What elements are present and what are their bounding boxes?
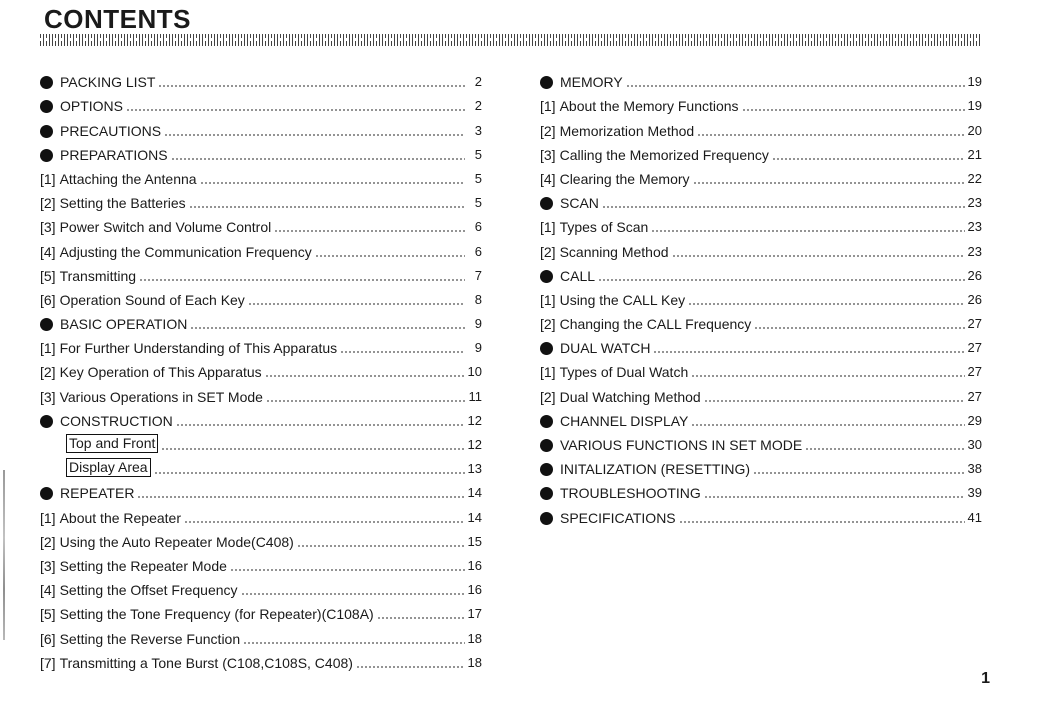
bullet-icon	[540, 487, 553, 500]
bullet-icon	[540, 197, 553, 210]
dot-leader	[754, 327, 964, 329]
toc-entry-label: Dual Watching Method	[559, 388, 701, 405]
toc-entry-page: 2	[474, 74, 482, 90]
dot-leader	[598, 279, 965, 281]
toc-entry-number: [5]	[40, 606, 56, 623]
toc-entry-label: SPECIFICATIONS	[560, 509, 676, 526]
toc-entry-page: 15	[467, 533, 482, 549]
toc-entry-number: [2]	[540, 316, 556, 333]
toc-entry-page: 19	[967, 98, 982, 114]
toc-entry-page: 12	[467, 437, 482, 452]
toc-entry[interactable]	[40, 187, 482, 211]
toc-entry-page: 16	[467, 557, 482, 573]
toc-entry-label: VARIOUS FUNCTIONS IN SET MODE	[560, 437, 803, 453]
toc-entry-page: 23	[967, 195, 982, 211]
toc-entry-page: 26	[967, 267, 982, 283]
dot-leader	[266, 400, 465, 402]
toc-entry-page: 9	[474, 316, 482, 332]
toc-entry-page: 27	[967, 388, 982, 404]
toc-entry-label: Setting the Offset Frequency	[59, 582, 238, 599]
toc-entry-number: [2]	[40, 533, 56, 550]
dot-leader	[688, 303, 964, 305]
dot-leader	[653, 351, 964, 353]
dot-leader	[697, 134, 964, 136]
toc-entry[interactable]	[40, 114, 482, 138]
toc-entry-page: 39	[967, 485, 982, 501]
toc-entry-number: [1]	[540, 291, 556, 308]
dot-leader	[356, 666, 465, 668]
toc-entry-number: [4]	[540, 170, 556, 187]
toc-entry[interactable]	[40, 139, 482, 163]
toc-entry-label: Types of Dual Watch	[559, 364, 689, 381]
bullet-icon	[540, 463, 553, 476]
dot-leader	[651, 230, 964, 232]
toc-entry[interactable]	[40, 332, 482, 356]
toc-entry-label: CALL	[560, 267, 596, 284]
toc-entry-label: REPEATER	[60, 485, 135, 502]
page-number: 1	[981, 670, 990, 687]
toc-entry-label: Memorization Method	[559, 122, 695, 139]
dot-leader	[154, 472, 465, 474]
dot-leader	[176, 424, 465, 426]
dot-leader	[602, 206, 965, 208]
toc-entry-page: 22	[967, 170, 982, 186]
toc-entry-label: TROUBLESHOOTING	[560, 485, 701, 502]
bullet-icon	[540, 512, 553, 525]
bullet-icon	[540, 415, 553, 428]
bullet-icon	[540, 342, 553, 355]
toc-entry-number: [2]	[40, 195, 56, 212]
toc-entry-number: [7]	[40, 654, 56, 671]
toc-entry-label: Scanning Method	[559, 243, 669, 260]
toc-entry-number: [1]	[40, 509, 56, 526]
toc-entry-page: 5	[474, 146, 482, 162]
toc-entry[interactable]	[540, 308, 982, 332]
toc-entry-page: 14	[467, 485, 482, 501]
dot-leader	[693, 182, 965, 184]
toc-entry-number: [6]	[40, 630, 56, 647]
toc-entry[interactable]	[540, 260, 982, 284]
toc-entry-page: 38	[967, 461, 982, 477]
toc-entry-label: Display Area	[66, 458, 151, 477]
toc-entry[interactable]	[40, 163, 482, 187]
dot-leader	[190, 327, 465, 329]
dot-leader	[243, 642, 464, 644]
contents-column-left	[40, 66, 482, 671]
bullet-icon	[40, 487, 53, 500]
toc-entry-page: 41	[967, 509, 982, 525]
toc-entry-page: 3	[474, 122, 482, 138]
toc-entry[interactable]	[540, 139, 982, 163]
bullet-icon	[40, 100, 53, 113]
toc-entry[interactable]	[540, 501, 982, 525]
toc-entry-label: Setting the Tone Frequency (for Repeater)(C108A)	[59, 606, 374, 623]
toc-entry-page: 14	[467, 509, 482, 525]
toc-entry[interactable]	[540, 405, 982, 429]
toc-entry-label: Various Operations in SET Mode	[59, 388, 263, 405]
toc-entry[interactable]	[40, 66, 482, 90]
toc-entry[interactable]	[540, 332, 982, 356]
toc-entry-label: Top and Front	[66, 434, 158, 453]
toc-entry[interactable]	[540, 356, 982, 380]
bullet-icon	[40, 76, 53, 89]
toc-entry-label: Attaching the Antenna	[59, 170, 197, 187]
dot-leader	[805, 448, 964, 450]
toc-entry-number: [3]	[40, 388, 56, 405]
toc-entry-page: 12	[467, 412, 482, 428]
dot-leader	[626, 85, 965, 87]
toc-entry-page: 26	[967, 291, 982, 307]
dot-leader	[265, 375, 465, 377]
toc-entry-label: OPTIONS	[60, 98, 124, 115]
toc-entry-number: [2]	[540, 388, 556, 405]
toc-entry[interactable]	[40, 622, 482, 646]
toc-entry-page: 19	[967, 74, 982, 90]
toc-entry[interactable]	[40, 308, 482, 332]
toc-entry[interactable]	[540, 163, 982, 187]
toc-entry[interactable]	[40, 574, 482, 598]
toc-entry-label: CONSTRUCTION	[60, 412, 173, 429]
title-rule	[40, 34, 982, 46]
toc-entry-number: [2]	[540, 243, 556, 260]
toc-entry-page: 21	[967, 146, 982, 162]
dot-leader	[126, 109, 465, 111]
toc-entry-page: 2	[474, 98, 482, 114]
dot-leader	[248, 303, 465, 305]
toc-entry-label: Adjusting the Communication Frequency	[59, 243, 312, 260]
toc-entry[interactable]	[40, 260, 482, 284]
dot-leader	[164, 134, 465, 136]
dot-leader	[679, 521, 965, 523]
toc-entry-page: 23	[967, 243, 982, 259]
toc-entry[interactable]	[40, 598, 482, 622]
toc-entry-page: 20	[967, 122, 982, 138]
toc-entry-page: 29	[967, 412, 982, 428]
toc-entry[interactable]	[540, 90, 982, 114]
toc-entry-label: PREPARATIONS	[60, 146, 168, 163]
toc-entry-label: INITALIZATION (RESETTING)	[560, 461, 751, 478]
toc-entry-number: [3]	[40, 557, 56, 574]
toc-entry-page: 6	[474, 219, 482, 235]
dot-leader	[161, 448, 464, 450]
toc-entry-number: [3]	[40, 219, 56, 236]
toc-entry-number: [1]	[540, 98, 556, 115]
toc-entry-label: Setting the Batteries	[59, 195, 186, 212]
dot-leader	[377, 617, 465, 619]
toc-entry-label: Calling the Memorized Frequency	[559, 146, 769, 163]
dot-leader	[691, 424, 964, 426]
toc-entry[interactable]	[40, 501, 482, 525]
dot-leader	[315, 255, 465, 257]
toc-entry-number: [1]	[40, 340, 56, 357]
toc-entry-number: [4]	[40, 243, 56, 260]
toc-entry[interactable]	[540, 235, 982, 259]
bullet-icon	[40, 318, 53, 331]
toc-entry-page: 30	[967, 437, 982, 452]
toc-entry-label: Clearing the Memory	[559, 170, 690, 187]
bullet-icon	[40, 125, 53, 138]
toc-entry[interactable]	[40, 356, 482, 380]
toc-entry-number: [4]	[40, 582, 56, 599]
toc-entry-label: MEMORY	[560, 74, 623, 91]
dot-leader	[704, 400, 965, 402]
dot-leader	[184, 521, 465, 523]
toc-entry-label: Setting the Reverse Function	[59, 630, 241, 647]
page-title: CONTENTS	[44, 4, 191, 34]
bullet-icon	[540, 76, 553, 89]
toc-entry[interactable]	[540, 477, 982, 501]
dot-leader	[340, 351, 465, 353]
toc-entry-page: 17	[467, 606, 482, 622]
dot-leader	[742, 109, 965, 111]
dot-leader	[772, 158, 965, 160]
toc-entry-label: Transmitting	[59, 267, 137, 284]
dot-leader	[753, 472, 964, 474]
dot-leader	[189, 206, 465, 208]
toc-entry[interactable]	[40, 550, 482, 574]
toc-entry-label: CHANNEL DISPLAY	[560, 412, 689, 429]
toc-entry-page: 18	[467, 654, 482, 670]
dot-leader	[274, 230, 465, 232]
toc-entry[interactable]	[40, 647, 482, 671]
toc-entry-number: [1]	[40, 170, 56, 187]
toc-entry-page: 23	[967, 219, 982, 235]
dot-leader	[171, 158, 465, 160]
toc-entry[interactable]	[40, 477, 482, 501]
toc-entry[interactable]	[40, 429, 482, 453]
bullet-icon	[540, 270, 553, 283]
toc-entry[interactable]	[40, 235, 482, 259]
toc-entry-label: Operation Sound of Each Key	[59, 291, 245, 308]
dot-leader	[241, 593, 465, 595]
bullet-icon	[540, 439, 553, 452]
toc-entry-label: Using the CALL Key	[559, 291, 686, 308]
contents-column-right	[540, 66, 982, 526]
dot-leader	[137, 496, 464, 498]
toc-entry-page: 7	[474, 267, 482, 283]
bullet-icon	[40, 415, 53, 428]
toc-entry-page: 5	[474, 195, 482, 211]
toc-entry-number: [6]	[40, 291, 56, 308]
toc-entry-number: [2]	[540, 122, 556, 139]
toc-entry-label: DUAL WATCH	[560, 340, 651, 357]
toc-entry-number: [1]	[540, 219, 556, 236]
scan-edge-mark	[3, 470, 5, 640]
toc-entry-label: About the Memory Functions	[559, 98, 739, 115]
toc-entry[interactable]	[540, 114, 982, 138]
toc-entry-page: 16	[467, 582, 482, 598]
dot-leader	[672, 255, 965, 257]
toc-entry[interactable]	[540, 211, 982, 235]
toc-entry-page: 10	[467, 364, 482, 380]
toc-entry-label: Changing the CALL Frequency	[559, 316, 752, 333]
bullet-icon	[40, 149, 53, 162]
toc-entry-label: PRECAUTIONS	[60, 122, 162, 139]
toc-entry[interactable]	[40, 90, 482, 114]
toc-entry[interactable]	[40, 284, 482, 308]
toc-entry-page: 6	[474, 243, 482, 259]
dot-leader	[139, 279, 465, 281]
toc-entry[interactable]	[40, 453, 482, 477]
toc-entry[interactable]	[540, 429, 982, 453]
toc-entry[interactable]	[540, 187, 982, 211]
toc-entry-page: 5	[474, 170, 482, 186]
toc-entry[interactable]	[540, 380, 982, 404]
toc-entry-label: BASIC OPERATION	[60, 316, 188, 333]
toc-entry-number: [5]	[40, 267, 56, 284]
toc-entry-label: Types of Scan	[559, 219, 649, 236]
toc-entry-page: 18	[467, 630, 482, 646]
toc-entry-label: PACKING LIST	[60, 74, 156, 91]
dot-leader	[230, 569, 465, 571]
toc-entry[interactable]	[40, 211, 482, 235]
toc-entry-label: Transmitting a Tone Burst (C108,C108S, C408)	[59, 654, 353, 671]
toc-entry-page: 27	[967, 340, 982, 356]
toc-entry-label: Setting the Repeater Mode	[59, 557, 227, 574]
toc-entry-page: 9	[474, 340, 482, 356]
toc-entry-number: [3]	[540, 146, 556, 163]
toc-entry[interactable]	[540, 66, 982, 90]
toc-entry-page: 11	[468, 388, 482, 404]
toc-entry-page: 27	[967, 316, 982, 332]
toc-entry[interactable]	[40, 380, 482, 404]
toc-entry-label: Key Operation of This Apparatus	[59, 364, 262, 381]
toc-entry-label: Using the Auto Repeater Mode(C408)	[59, 533, 294, 550]
toc-entry[interactable]	[540, 453, 982, 477]
toc-entry[interactable]	[40, 526, 482, 550]
toc-entry-page: 13	[467, 461, 482, 477]
toc-entry[interactable]	[40, 405, 482, 429]
toc-entry-number: [2]	[40, 364, 56, 381]
toc-entry-label: Power Switch and Volume Control	[59, 219, 272, 236]
dot-leader	[200, 182, 465, 184]
toc-entry-label: For Further Understanding of This Apparatus	[59, 340, 338, 357]
toc-entry-page: 8	[474, 291, 482, 307]
toc-entry[interactable]	[540, 284, 982, 308]
toc-entry-label: SCAN	[560, 195, 599, 212]
dot-leader	[704, 496, 965, 498]
toc-entry-label: About the Repeater	[59, 509, 181, 526]
toc-entry-number: [1]	[540, 364, 556, 381]
dot-leader	[691, 375, 964, 377]
dot-leader	[297, 545, 465, 547]
dot-leader	[158, 85, 465, 87]
toc-entry-page: 27	[967, 364, 982, 380]
